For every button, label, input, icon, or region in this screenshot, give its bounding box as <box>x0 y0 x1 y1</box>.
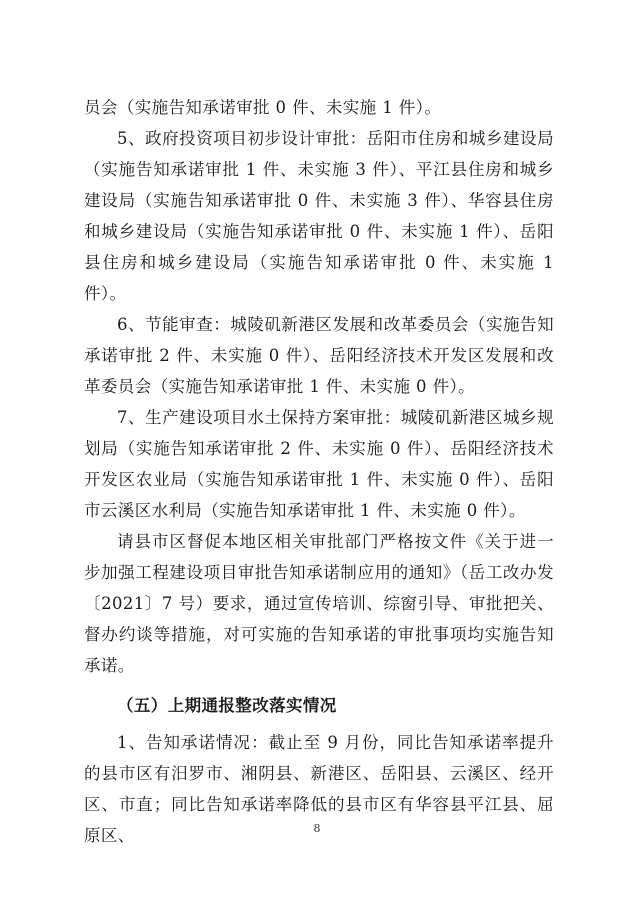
document-body <box>84 92 554 851</box>
paragraph-item-5: 5、政府投资项目初步设计审批：岳阳市住房和城乡建设局（实施告知承诺审批 1 件、未实施 3 件）、平江县住房和城乡建设局（实施告知承诺审批 0 件、未实施 3 件）、华容县住房和城乡建设局（实施告知承诺审批 0 件、未实施 1 件）、岳阳县住房和城乡建设局（实施告知承诺审批 0 件、未实施 1 件）。 <box>84 129 554 303</box>
paragraph-item-7: 7、生产建设项目水土保持方案审批：城陵矶新港区城乡规划局（实施告知承诺审批 2 件、未实施 0 件）、岳阳经济技术开发区农业局（实施告知承诺审批 1 件、未实施 0 件）、岳阳市云溪区水利局（实施告知承诺审批 1 件、未实施 0 件）。 <box>84 408 554 520</box>
page-number: 8 <box>313 822 321 835</box>
paragraph-final: 1、告知承诺情况：截止至 9 月份，同比告知承诺率提升的县市区有汨罗市、湘阴县、新港区、岳阳县、云溪区、经开区、市直；同比告知承诺率降低的县市区有华容县平江县、屈原区、 <box>84 733 554 845</box>
section-heading: （五）上期通报整改落实情况 <box>117 696 337 715</box>
paragraph-item-6: 6、节能审查：城陵矶新港区发展和改革委员会（实施告知承诺审批 2 件、未实施 0 件）、岳阳经济技术开发区发展和改革委员会（实施告知承诺审批 1 件、未实施 0 件）。 <box>84 315 554 396</box>
paragraph-request: 请县市区督促本地区相关审批部门严格按文件《关于进一步加强工程建设项目审批告知承诺制应用的通知》（岳工改办发〔2021〕7 号）要求，通过宣传培训、综窗引导、审批把关、督办约谈等措施，对可实施的告知承诺的审批事项均实施告知承诺。 <box>84 532 554 675</box>
paragraph-continuation: 员会（实施告知承诺审批 0 件、未实施 1 件）。 <box>84 98 442 117</box>
